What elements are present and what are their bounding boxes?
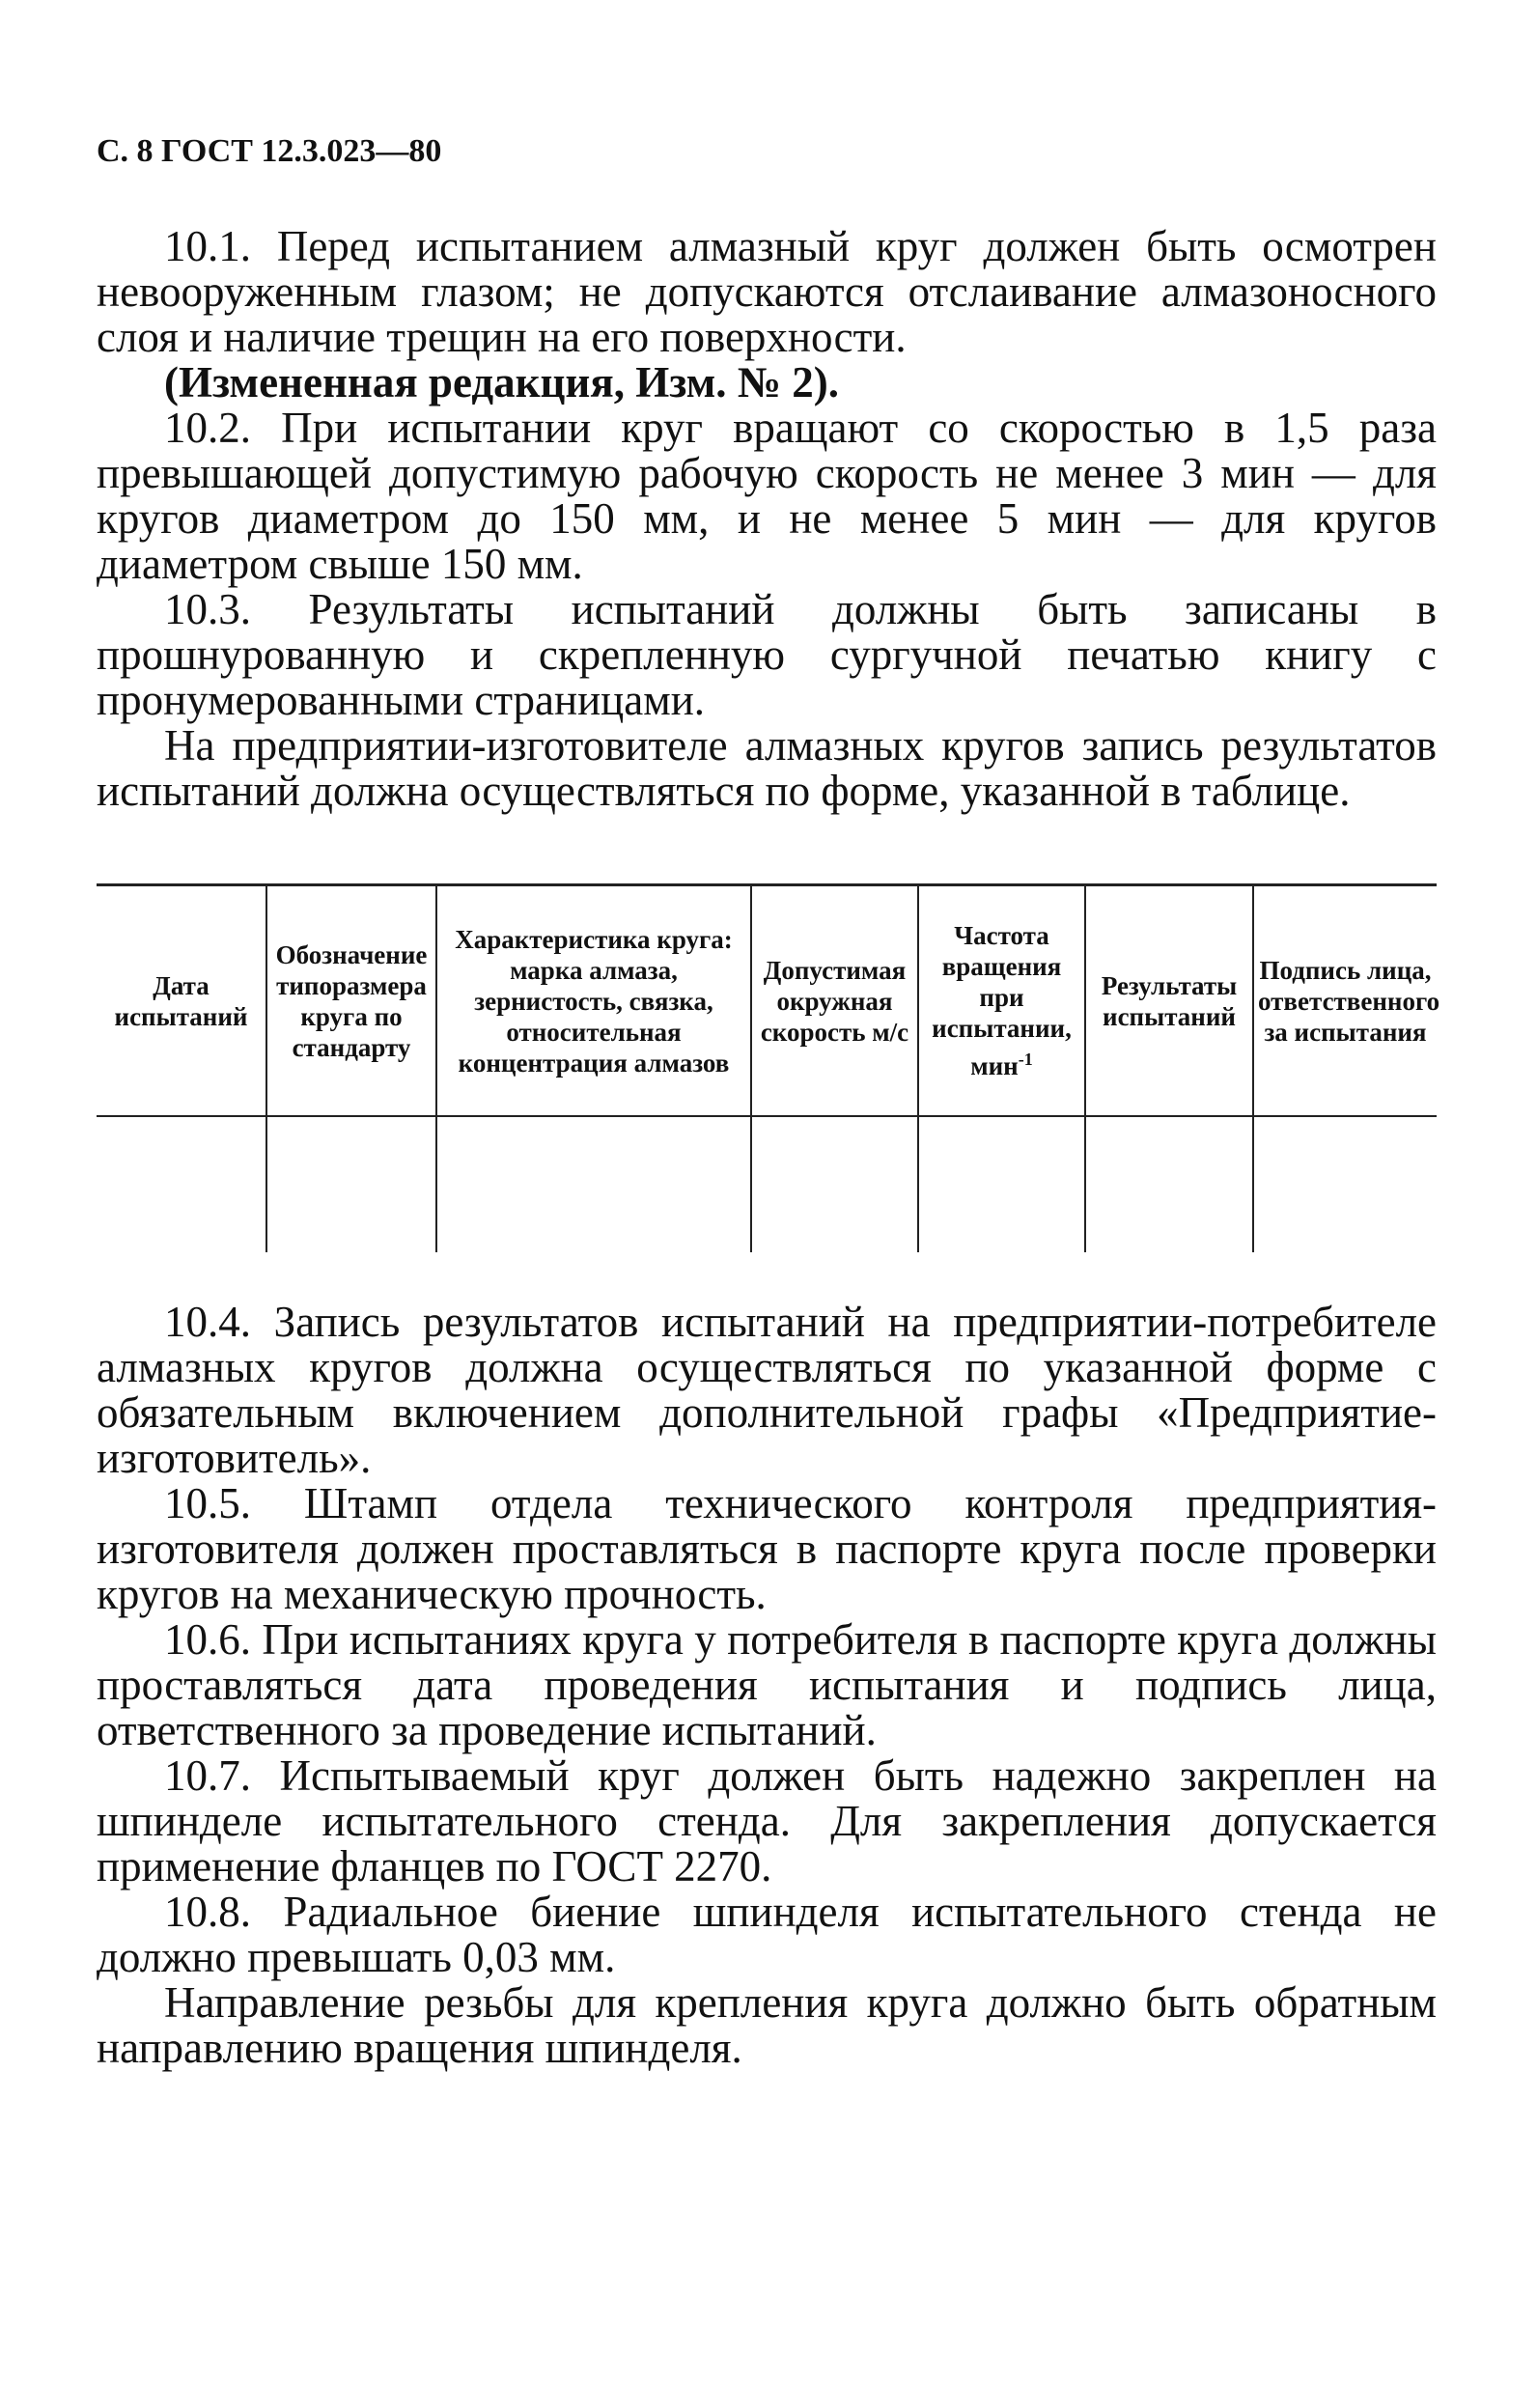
paragraph-10-7: 10.7. Испытываемый круг должен быть надежно закреплен на шпинделе испытательного стенда. Для закрепления допускается применение фланцев по ГОСТ 2270. [97, 1751, 1437, 1890]
paragraph-10-3: 10.3. Результаты испытаний должны быть записаны в прошнурованную и скрепленную сургучной печатью книгу с пронумерованными страницами. [97, 585, 1437, 724]
unit-superscript: -1 [1018, 1050, 1033, 1069]
table-cell [97, 1116, 266, 1252]
column-header-results: Результаты испытаний [1085, 885, 1253, 1117]
column-header-date: Дата испытаний [97, 885, 266, 1117]
column-header-speed: Допустимая окружная скорость м/с [751, 885, 918, 1117]
paragraph-10-4: 10.4. Запись результатов испытаний на предприятии-потребителе алмазных кругов должна осуществляться по указанной форме с обязательным включением дополнительной графы «Предприятие-изготовитель». [97, 1298, 1437, 1482]
test-record-table [97, 883, 1440, 1252]
paragraph-10-1: 10.1. Перед испытанием алмазный круг должен быть осмотрен невооруженным глазом; не допускаются отслаивание алмазоносного слоя и наличие трещин на его поверхности. [97, 222, 1437, 361]
paragraph-10-8: 10.8. Радиальное биение шпинделя испытательного стенда не должно превышать 0,03 мм. [97, 1888, 1437, 1981]
table-cell [1253, 1116, 1437, 1252]
table-cell [751, 1116, 918, 1252]
column-header-designation: Обозначение типоразмера круга по стандарту [266, 885, 436, 1117]
text-section-top [97, 224, 1437, 814]
paragraph-thread-direction: Направление резьбы для крепления круга должно быть обратным направлению вращения шпинделя. [97, 1978, 1437, 2072]
page-header: С. 8 ГОСТ 12.3.023—80 [97, 133, 442, 169]
table-cell [1085, 1116, 1253, 1252]
column-header-rotation: Частота вращения при испытании, мин$^{-1}$ [918, 885, 1085, 1117]
paragraph-10-6: 10.6. При испытаниях круга у потребителя в паспорте круга должны проставляться дата проведения испытания и подпись лица, ответственного за проведение испытаний. [97, 1615, 1437, 1754]
column-header-characteristics: Характеристика круга: марка алмаза, зернистость, связка, относительная концентрация алмазов [436, 885, 751, 1117]
table-cell [436, 1116, 751, 1252]
paragraph-10-2: 10.2. При испытании круг вращают со скоростью в 1,5 раза превышающей допустимую рабочую скорость не менее 3 мин — для кругов диаметром до 150 мм, и не менее 5 мин — для кругов диаметром свыше 150 мм. [97, 404, 1437, 588]
text-section-bottom [97, 1300, 1437, 2071]
table-cell [918, 1116, 1085, 1252]
column-header-signature: Подпись лица, ответственного за испытания [1253, 885, 1437, 1117]
table-header-row [97, 885, 1437, 1117]
paragraph-10-5: 10.5. Штамп отдела технического контроля предприятия-изготовителя должен проставляться в паспорте круга после проверки кругов на механическую прочность. [97, 1479, 1437, 1618]
table-row [97, 1116, 1437, 1252]
amendment-note: (Измененная редакция, Изм. № 2). [164, 358, 840, 406]
table-cell [266, 1116, 436, 1252]
paragraph-table-intro: На предприятии-изготовителе алмазных кругов запись результатов испытаний должна осуществляться по форме, указанной в таблице. [97, 721, 1437, 815]
